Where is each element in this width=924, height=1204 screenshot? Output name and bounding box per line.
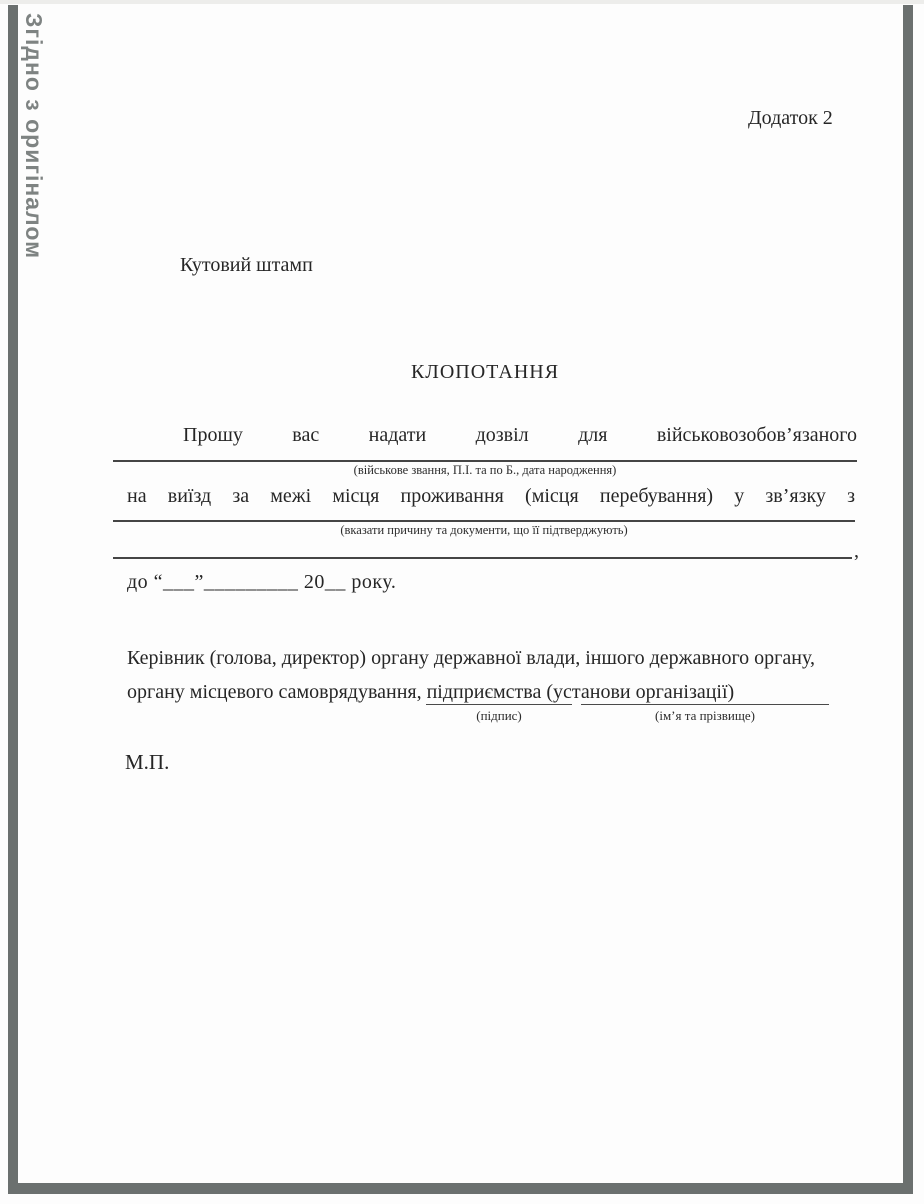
blank3-trailing-comma: , bbox=[854, 540, 859, 562]
scan-edge-left bbox=[8, 5, 18, 1194]
fill-in-blank-line-2 bbox=[113, 520, 855, 522]
fill-in-blank-line-1 bbox=[113, 460, 857, 462]
scan-edge-top bbox=[0, 0, 924, 4]
date-blank-line: до “___”_________ 20__ року. bbox=[127, 571, 397, 593]
blank2-caption: (вказати причину та документи, що її підтверджують) bbox=[340, 523, 628, 537]
blank3-rule bbox=[113, 545, 852, 559]
scan-edge-right bbox=[903, 5, 913, 1192]
name-caption: (ім’я та прізвище) bbox=[655, 708, 755, 723]
signature-caption: (підпис) bbox=[476, 708, 522, 723]
continuation-line: на виїзд за межі місця проживання (місця перебування) у зв’язку з bbox=[127, 485, 855, 507]
signatory-title: Керівник (голова, директор) органу державної влади, іншого державного органу, органу місцевого самоврядування, підприємства (установи організації) bbox=[127, 647, 815, 703]
blank1-caption: (військове звання, П.І. та по Б., дата народження) bbox=[353, 463, 617, 477]
appendix-label: Додаток 2 bbox=[748, 107, 833, 129]
certification-stamp-vertical: Згідно з оригіналом bbox=[21, 13, 47, 260]
corner-stamp-note: Кутовий штамп bbox=[180, 254, 313, 276]
scan-edge-bottom bbox=[8, 1183, 913, 1194]
fill-in-blank-line-3 bbox=[113, 540, 859, 562]
seal-mark: М.П. bbox=[125, 750, 170, 774]
request-line: Прошу вас надати дозвіл для військовозобов’язаного bbox=[183, 424, 857, 446]
full-name-line bbox=[581, 704, 829, 705]
document-title: КЛОПОТАННЯ bbox=[410, 361, 560, 383]
signature-line bbox=[426, 704, 572, 705]
